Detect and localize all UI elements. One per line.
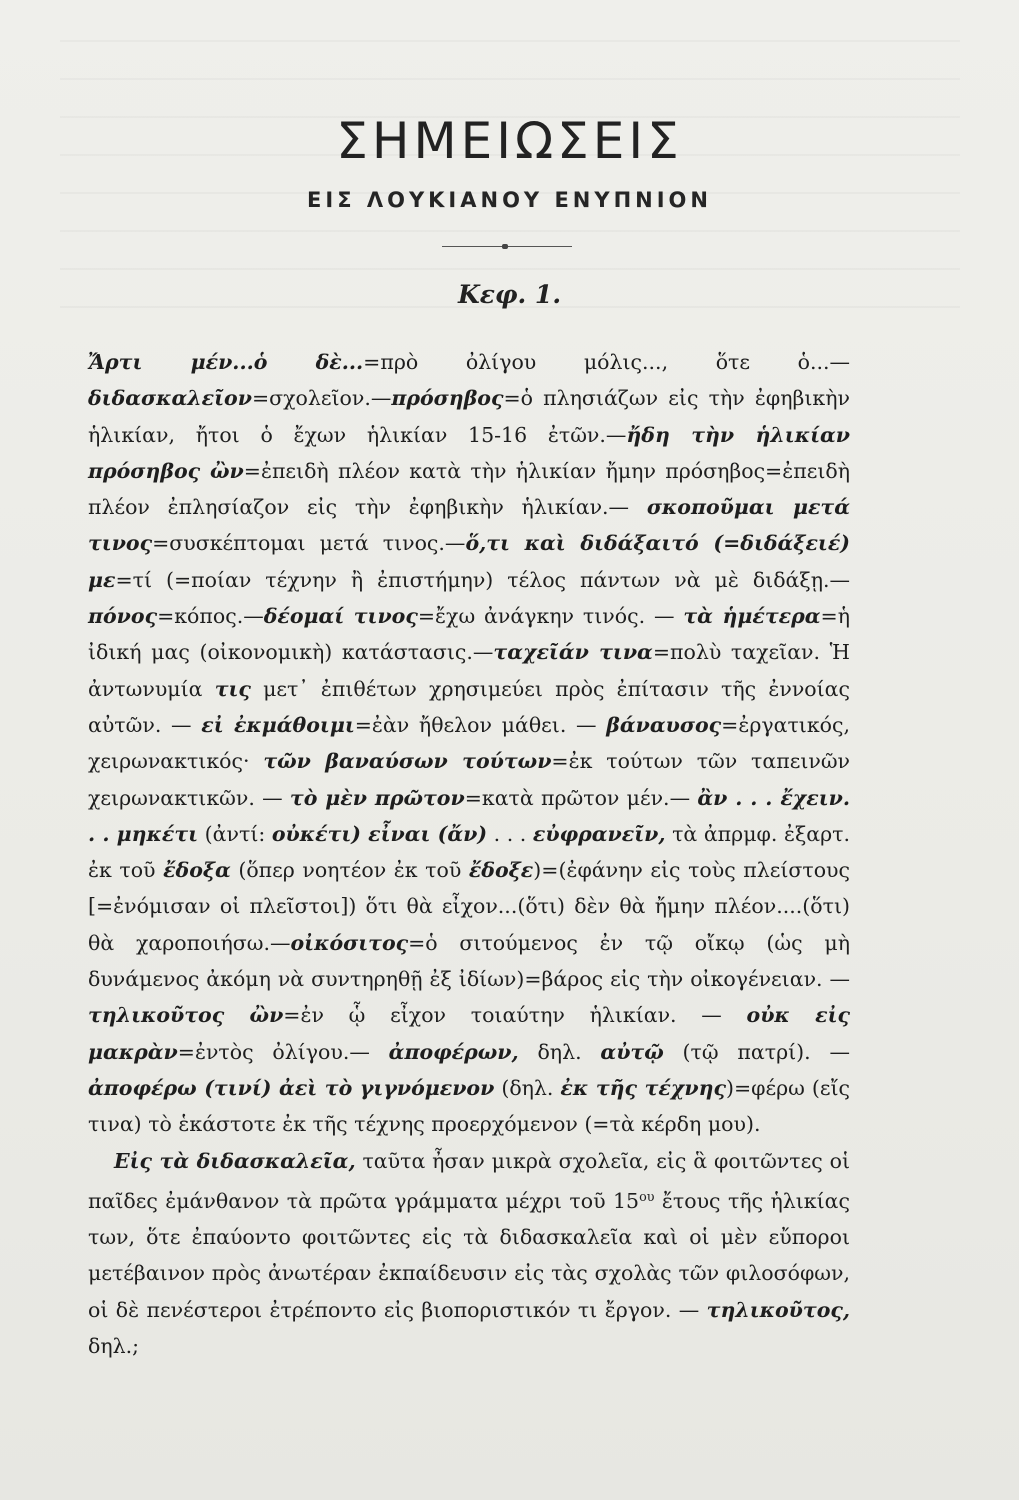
gloss-text: μετ᾽ ἐπιθέτων χρησιμεύει πρὸς ἐπίτασιν τῆς ἐννοίας αὐτῶν. — xyxy=(88,676,850,737)
lemma-term: ἂν . . . ἔχειν. . . μηκέτι xyxy=(88,785,851,846)
lemma-term: διδασκαλεῖον xyxy=(88,386,252,411)
lemma-term: Ἄρτι μέν...ὁ δὲ... xyxy=(88,350,364,374)
gloss-text: . . . xyxy=(487,821,533,846)
lemma-term: εὐφρανεῖν, xyxy=(532,821,666,846)
lemma-term: ἔδοξε xyxy=(468,858,534,883)
page-title: ΣΗΜΕΙΩΣΕΙΣ xyxy=(336,112,683,170)
gloss-text: δηλ. xyxy=(518,1039,601,1064)
gloss-text: =κόπος.— xyxy=(157,604,264,629)
notes-body xyxy=(88,344,850,1364)
lemma-term: ὅ,τι καὶ διδάξαιτό (=διδάξειέ) με xyxy=(88,531,850,592)
notes-paragraph-2 xyxy=(88,1143,850,1365)
lemma-term: δέομαί τινος xyxy=(263,604,418,629)
lemma-term: ταχεῖάν τινα xyxy=(493,640,653,665)
gloss-text: (δηλ. xyxy=(494,1075,561,1100)
gloss-text: =ἐργατικός, χειρωνακτικός· xyxy=(88,712,850,774)
gloss-text: =σχολεῖον.— xyxy=(251,386,392,411)
lemma-term: σκοποῦμαι μετά τινος xyxy=(88,495,850,556)
page-subtitle: ΕΙΣ ΛΟΥΚΙΑΝΟΥ ΕΝΥΠΝΙΟΝ xyxy=(307,188,712,212)
lemma-term: οἰκόσιτος xyxy=(290,930,409,955)
divider-ornament xyxy=(502,244,508,249)
lemma-term: ἀποφέρων, xyxy=(388,1039,519,1064)
gloss-text: (ἀντί: xyxy=(198,821,272,846)
gloss-text: =κατὰ πρῶτον μέν.— xyxy=(464,785,698,810)
lemma-term: τηλικοῦτος ὢν xyxy=(88,1003,284,1028)
gloss-text: )=φέρω (εἴς τινα) τὸ ἑκάστοτε ἐκ τῆς τέχνης προερχόμενον (=τὰ κέρδη μου). xyxy=(88,1075,850,1137)
gloss-text: )=(ἐφάνην εἰς τοὺς πλείστους [=ἐνόμισαν οἱ πλεῖστοι]) ὅτι θὰ εἶχον...(ὅτι) δὲν θὰ ἤμην πλέον....(ὅτι) θὰ χαροποιήσω.— xyxy=(88,858,850,955)
gloss-text: δηλ.; xyxy=(88,1334,140,1358)
gloss-text: =ἐὰν ἤθελον μάθει. — xyxy=(354,712,607,737)
lemma-term: ἀποφέρω (τινί) ἀεὶ τὸ γιγνόμενον xyxy=(88,1075,495,1100)
lemma-term: αὐτῷ xyxy=(600,1039,664,1064)
gloss-text: =ἐκ τούτων τῶν ταπεινῶν χειρωνακτικῶν. — xyxy=(88,749,850,810)
gloss-text: =ὁ πλησιάζων εἰς τὴν ἐφηβικὴν ἡλικίαν, ἤτοι ὁ ἔχων ἡλικίαν 15-16 ἐτῶν.— xyxy=(88,386,850,447)
gloss-text: =πρὸ ὀλίγου μόλις..., ὅτε ὁ...— xyxy=(363,350,850,374)
lemma-term: Εἰς τὰ διδασκαλεῖα, xyxy=(114,1148,356,1173)
gloss-text: =ἐντὸς ὀλίγου.— xyxy=(177,1039,389,1064)
lemma-term: τις xyxy=(214,676,251,701)
notes-paragraph-1 xyxy=(88,344,850,1143)
chapter-heading: Κεφ. 1. xyxy=(457,280,562,309)
gloss-text: (ὅπερ νοητέον ἐκ τοῦ xyxy=(230,858,469,883)
gloss-text: =πολὺ ταχεῖαν. Ἡ ἀντωνυμία xyxy=(88,640,850,701)
lemma-term: τὰ ἡμέτερα xyxy=(683,604,821,629)
lemma-term: τὸ μὲν πρῶτον xyxy=(289,785,465,810)
gloss-text: =συσκέπτομαι μετά τινος.— xyxy=(152,531,466,556)
lemma-term: τῶν βαναύσων τούτων xyxy=(263,749,552,774)
lemma-term: ἐκ τῆς τέχνης xyxy=(560,1075,726,1100)
gloss-text: =τί (=ποίαν τέχνην ἢ ἐπιστήμην) τέλος πάντων νὰ μὲ διδάξῃ.— xyxy=(115,567,850,592)
gloss-text: =ἐν ᾧ εἶχον τοιαύτην ἡλικίαν. — xyxy=(283,1003,747,1028)
lemma-term: οὐκ εἰς μακρὰν xyxy=(88,1003,850,1064)
lemma-term: ἔδοξα xyxy=(163,858,231,883)
lemma-term: βάναυσος xyxy=(606,712,722,737)
ordinal-suffix: ου xyxy=(639,1188,655,1204)
lemma-term: εἰ ἐκμάθοιμι xyxy=(201,712,355,737)
gloss-text: ταῦτα ἦσαν μικρὰ σχολεῖα, εἰς ἃ φοιτῶντες οἱ παῖδες ἐμάνθανον τὰ πρῶτα γράμματα μέχρι τοῦ 15 xyxy=(88,1148,850,1213)
gloss-text: ἔτους τῆς ἡλικίας των, ὅτε ἐπαύοντο φοιτῶντες εἰς τὰ διδασκαλεῖα καὶ οἱ μὲν εὔποροι μετέβαινον πρὸς ἀνωτέραν ἐκπαίδευσιν εἰς τὰς σχολὰς τῶν φιλοσόφων, οἱ δὲ πενέστεροι ἐτρέποντο εἰς βιοποριστικόν τι ἔργον. — xyxy=(88,1188,850,1322)
gloss-text: =ὁ σιτούμενος ἐν τῷ οἴκῳ (ὡς μὴ δυνάμενος ἀκόμη νὰ συντηρηθῇ ἐξ ἰδίων)=βάρος εἰς τὴν οἰκογένειαν. — xyxy=(88,930,850,992)
gloss-text: =ἔχω ἀνάγκην τινός. — xyxy=(417,604,684,629)
gloss-text: =ἡ ἰδική μας (οἰκονομικὴ) κατάστασις.— xyxy=(88,604,850,665)
lemma-term: πρόσηβος xyxy=(391,386,504,411)
lemma-term: οὐκέτι) εἶναι (ἄν) xyxy=(271,821,488,846)
gloss-text: =ἐπειδὴ πλέον κατὰ τὴν ἡλικίαν ἤμην πρόσηβος=ἐπειδὴ πλέον ἐπλησίαζον εἰς τὴν ἐφηβικὴν ἡλικίαν.— xyxy=(88,458,850,520)
gloss-text: τὰ ἀπρμφ. ἐξαρτ. ἐκ τοῦ xyxy=(88,821,850,883)
lemma-term: ἤδη τὴν ἡλικίαν πρόσηβος ὢν xyxy=(88,422,850,483)
lemma-term: τηλικοῦτος, xyxy=(706,1297,850,1322)
lemma-term: πόνος xyxy=(88,604,158,629)
gloss-text: (τῷ πατρί). — xyxy=(663,1039,850,1064)
